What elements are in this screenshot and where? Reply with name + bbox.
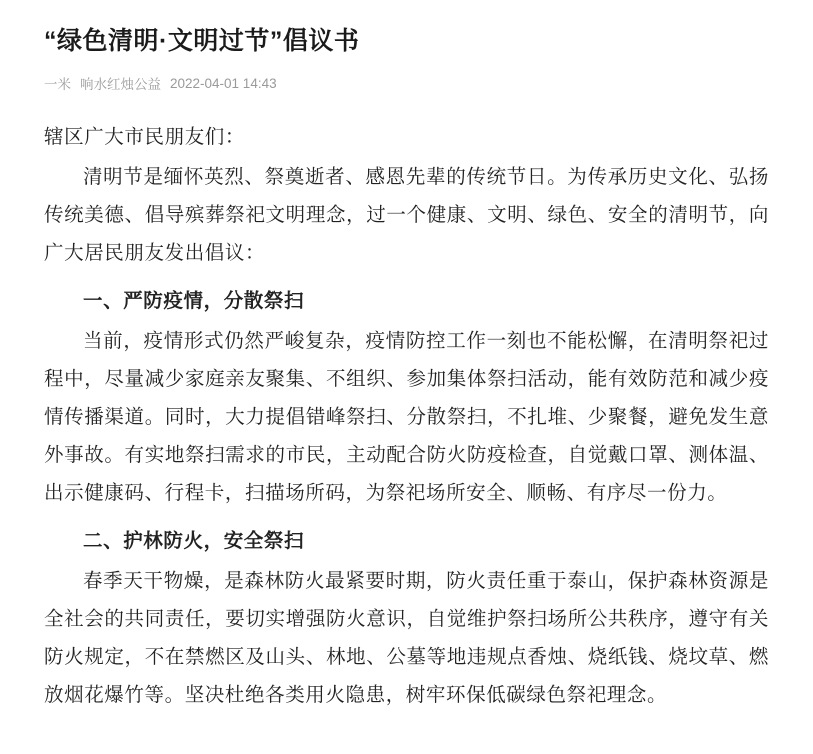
article-meta (44, 73, 769, 93)
section-heading-1: 一、严防疫情，分散祭扫 (83, 291, 305, 313)
article-body (44, 119, 769, 715)
meta-date: 2022-04-01 14:43 (170, 75, 277, 91)
section-heading-2: 二、护林防火，安全祭扫 (83, 531, 305, 553)
paragraph-section-2-body: 春季天干物燥，是森林防火最紧要时期，防火责任重于泰山，保护森林资源是全社会的共同责任，要切实增强防火意识，自觉维护祭扫场所公共秩序，遵守有关防火规定，不在禁燃区及山头、林地、公墓等地违规点香烛、烧纸钱、烧坟草、燃放烟花爆竹等。坚决杜绝各类用火隐患，树牢环保低碳绿色祭祀理念。 (44, 571, 769, 707)
meta-source[interactable]: 响水红烛公益 (80, 77, 161, 92)
meta-author: 一米 (44, 77, 71, 92)
page-title: “绿色清明·文明过节”倡议书 (44, 27, 360, 55)
paragraph-intro: 清明节是缅怀英烈、祭奠逝者、感恩先辈的传统节日。为传承历史文化、弘扬传统美德、倡导殡葬祭祀文明理念，过一个健康、文明、绿色、安全的清明节，向广大居民朋友发出倡议： (44, 167, 769, 265)
paragraph-section-1-body: 当前，疫情形式仍然严峻复杂，疫情防控工作一刻也不能松懈，在清明祭祀过程中，尽量减少家庭亲友聚集、不组织、参加集体祭扫活动，能有效防范和减少疫情传播渠道。同时，大力提倡错峰祭扫、分散祭扫，不扎堆、少聚餐，避免发生意外事故。有实地祭扫需求的市民，主动配合防火防疫检查，自觉戴口罩、测体温、出示健康码、行程卡，扫描场所码，为祭祀场所安全、顺畅、有序尽一份力。 (44, 331, 769, 505)
paragraph-salutation: 辖区广大市民朋友们： (44, 127, 246, 148)
